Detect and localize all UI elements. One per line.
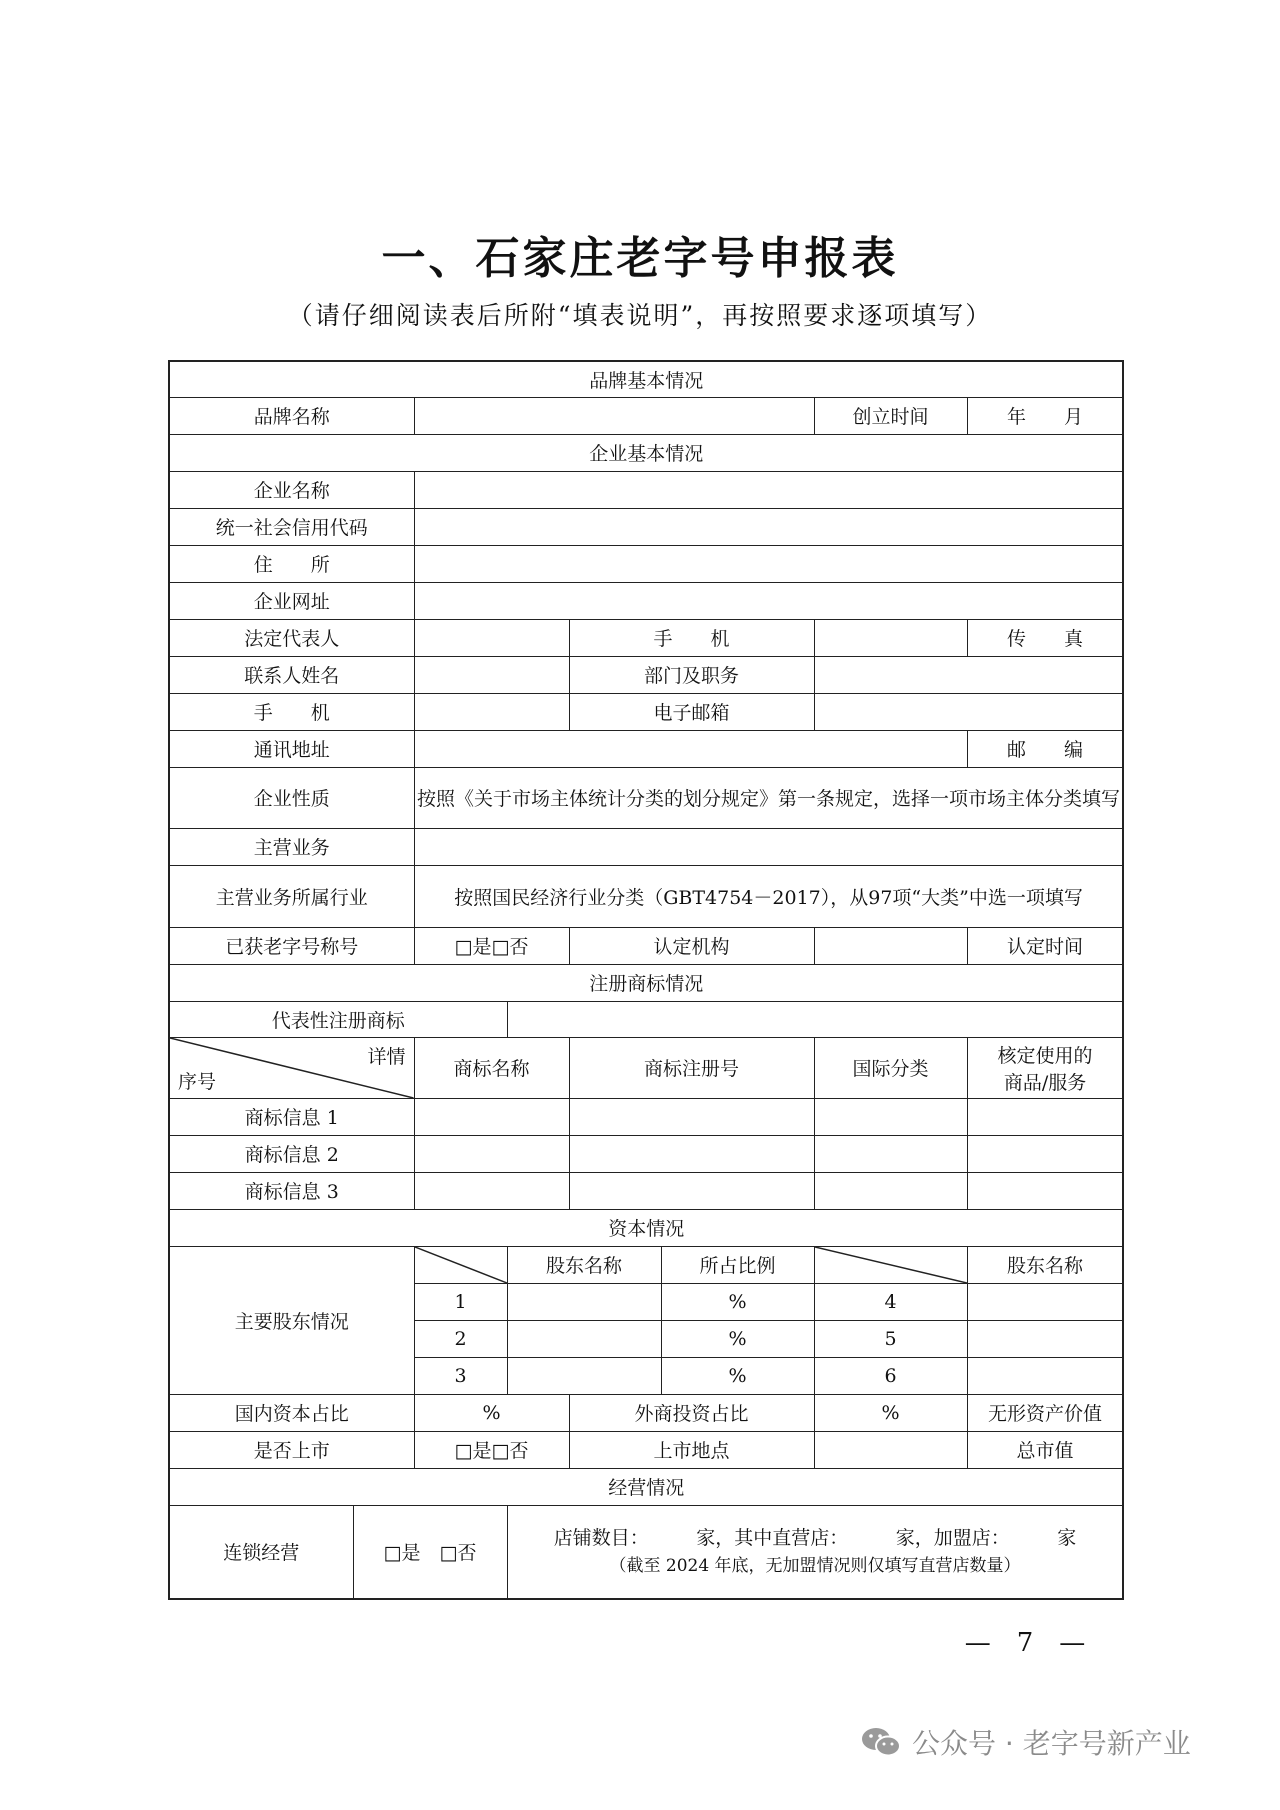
dept-field[interactable] [814, 656, 1123, 693]
email-field[interactable] [814, 693, 1123, 730]
mobile2-label: 手 机 [169, 693, 414, 730]
trademark-row-label: 商标信息 1 [169, 1098, 414, 1135]
website-label: 企业网址 [169, 582, 414, 619]
trademark-name-cell[interactable] [414, 1135, 569, 1172]
shareholder-index: 2 [414, 1320, 507, 1357]
trademark-class-cell[interactable] [814, 1172, 967, 1209]
shareholder-name-cell[interactable] [507, 1357, 661, 1394]
postcode-label: 邮 编 [967, 730, 1123, 767]
foreign-capital-field[interactable]: % [814, 1394, 967, 1431]
table-row [169, 1098, 1123, 1135]
trademark-class-cell[interactable] [814, 1135, 967, 1172]
trademark-class-cell[interactable] [814, 1098, 967, 1135]
trademark-row-label: 商标信息 3 [169, 1172, 414, 1209]
shareholder-index: 4 [814, 1283, 967, 1320]
trademark-regno-cell[interactable] [569, 1098, 814, 1135]
th-shareholder-name-left: 股东名称 [507, 1246, 661, 1283]
share-ratio-cell[interactable]: % [661, 1357, 814, 1394]
shareholders-label: 主要股东情况 [169, 1246, 414, 1394]
shareholder-index: 6 [814, 1357, 967, 1394]
honor-label: 已获老字号称号 [169, 927, 414, 964]
credit-code-field[interactable] [414, 508, 1123, 545]
agency-field[interactable] [814, 927, 967, 964]
shareholder-index: 3 [414, 1357, 507, 1394]
table-row [169, 1172, 1123, 1209]
founded-field[interactable]: 年 月 [967, 397, 1123, 434]
stores-note: （截至 2024 年底，无加盟情况则仅填写直营店数量） [609, 1555, 1021, 1576]
shareholder-name-cell[interactable] [967, 1320, 1123, 1357]
section-enterprise: 企业基本情况 [169, 434, 1123, 471]
page-number: — 7 — [964, 1628, 1086, 1658]
detail-serial-corner [169, 1037, 414, 1098]
nature-field[interactable]: 按照《关于市场主体统计分类的划分规定》第一条规定，选择一项市场主体分类填写 [414, 767, 1123, 828]
page-subtitle: （请仔细阅读表后所附“填表说明”，再按照要求逐项填写） [287, 301, 993, 330]
shareholder-corner-right [814, 1246, 967, 1283]
section-trademark: 注册商标情况 [169, 964, 1123, 1001]
shareholder-index: 1 [414, 1283, 507, 1320]
th-shareholder-name-right: 股东名称 [967, 1246, 1123, 1283]
watermark [860, 1722, 1191, 1762]
stores-line: 店铺数目： 家，其中直营店： 家，加盟店： 家 [553, 1526, 1077, 1549]
website-field[interactable] [414, 582, 1123, 619]
listing-place-field[interactable] [814, 1431, 967, 1468]
trademark-name-cell[interactable] [414, 1098, 569, 1135]
founded-label: 创立时间 [814, 397, 967, 434]
th-registration-no: 商标注册号 [569, 1037, 814, 1098]
main-business-label: 主营业务 [169, 828, 414, 865]
address-label: 住 所 [169, 545, 414, 582]
trademark-row-label: 商标信息 2 [169, 1135, 414, 1172]
trademark-regno-cell[interactable] [569, 1135, 814, 1172]
corner-serial-label: 序号 [178, 1070, 217, 1093]
intangible-label: 无形资产价值 [967, 1394, 1123, 1431]
corner-detail-label: 详情 [367, 1045, 406, 1068]
date-label: 认定时间 [967, 927, 1123, 964]
shareholder-name-cell[interactable] [967, 1357, 1123, 1394]
legal-rep-label: 法定代表人 [169, 619, 414, 656]
mobile2-field[interactable] [414, 693, 569, 730]
shareholder-name-cell[interactable] [507, 1320, 661, 1357]
contact-label: 联系人姓名 [169, 656, 414, 693]
dept-label: 部门及职务 [569, 656, 814, 693]
th-intl-class: 国际分类 [814, 1037, 967, 1098]
trademark-name-cell[interactable] [414, 1172, 569, 1209]
mobile-field[interactable] [814, 619, 967, 656]
industry-field[interactable]: 按照国民经济行业分类（GBT4754－2017），从97项“大类”中选一项填写 [414, 865, 1123, 927]
chain-label: 连锁经营 [169, 1505, 353, 1599]
brand-name-label: 品牌名称 [169, 397, 414, 434]
table-row [169, 1135, 1123, 1172]
listed-label: 是否上市 [169, 1431, 414, 1468]
page-title: 一、石家庄老字号申报表 [381, 233, 899, 284]
trademark-goods-cell[interactable] [967, 1172, 1123, 1209]
chain-checkbox[interactable]: □是 □否 [353, 1505, 507, 1599]
th-goods-services [967, 1037, 1123, 1098]
share-ratio-cell[interactable]: % [661, 1283, 814, 1320]
trademark-goods-cell[interactable] [967, 1098, 1123, 1135]
shareholder-corner-left [414, 1246, 507, 1283]
mobile-label: 手 机 [569, 619, 814, 656]
nature-label: 企业性质 [169, 767, 414, 828]
diagonal-line [815, 1247, 967, 1283]
section-operation: 经营情况 [169, 1468, 1123, 1505]
wechat-icon [860, 1725, 902, 1759]
market-value-label: 总市值 [967, 1431, 1123, 1468]
address-field[interactable] [414, 545, 1123, 582]
email-label: 电子邮箱 [569, 693, 814, 730]
credit-code-label: 统一社会信用代码 [169, 508, 414, 545]
rep-trademark-field[interactable] [507, 1001, 1123, 1037]
section-capital: 资本情况 [169, 1209, 1123, 1246]
application-form [168, 360, 1124, 1600]
shareholder-index: 5 [814, 1320, 967, 1357]
mail-address-label: 通讯地址 [169, 730, 414, 767]
diagonal-line [415, 1247, 507, 1283]
contact-field[interactable] [414, 656, 569, 693]
company-name-field[interactable] [414, 471, 1123, 508]
foreign-capital-label: 外商投资占比 [569, 1394, 814, 1431]
domestic-capital-field[interactable]: % [414, 1394, 569, 1431]
brand-name-field[interactable] [414, 397, 814, 434]
th-goods-line1: 核定使用的 [997, 1044, 1093, 1067]
th-share-ratio-left: 所占比例 [661, 1246, 814, 1283]
trademark-goods-cell[interactable] [967, 1135, 1123, 1172]
shareholder-name-cell[interactable] [967, 1283, 1123, 1320]
agency-label: 认定机构 [569, 927, 814, 964]
fax-label: 传 真 [967, 619, 1123, 656]
mail-address-field[interactable] [414, 730, 967, 767]
legal-rep-field[interactable] [414, 619, 569, 656]
industry-label: 主营业务所属行业 [169, 865, 414, 927]
th-goods-line2: 商品/服务 [1003, 1071, 1087, 1094]
shareholder-name-cell[interactable] [507, 1283, 661, 1320]
listed-checkbox[interactable]: □是□否 [414, 1431, 569, 1468]
company-name-label: 企业名称 [169, 471, 414, 508]
listing-place-label: 上市地点 [569, 1431, 814, 1468]
honor-checkbox[interactable]: □是□否 [414, 927, 569, 964]
rep-trademark-label: 代表性注册商标 [169, 1001, 507, 1037]
chain-info[interactable] [507, 1505, 1123, 1599]
domestic-capital-label: 国内资本占比 [169, 1394, 414, 1431]
watermark-text: 公众号 · 老字号新产业 [912, 1727, 1191, 1760]
th-trademark-name: 商标名称 [414, 1037, 569, 1098]
main-business-field[interactable] [414, 828, 1123, 865]
section-brand: 品牌基本情况 [169, 361, 1123, 397]
trademark-regno-cell[interactable] [569, 1172, 814, 1209]
share-ratio-cell[interactable]: % [661, 1320, 814, 1357]
